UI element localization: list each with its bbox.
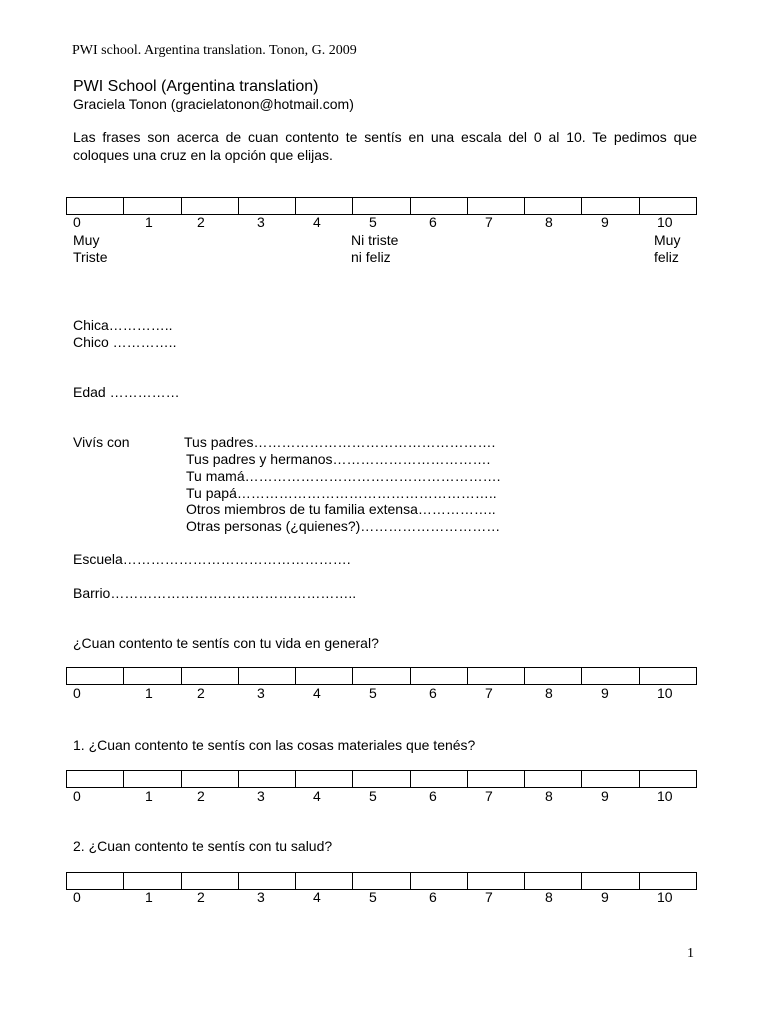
scale-number: 8	[545, 788, 553, 804]
scale-number: 1	[145, 889, 153, 905]
scale-number: 1	[145, 788, 153, 804]
scale-number: 5	[369, 685, 377, 701]
anchor-mid-line1: Ni triste	[351, 232, 399, 248]
scale-number: 7	[485, 788, 493, 804]
scale-cell[interactable]	[640, 668, 696, 684]
scale-number: 4	[313, 214, 321, 230]
scale-cell[interactable]	[239, 873, 296, 889]
field-barrio[interactable]: Barrio……………………………………………..	[73, 585, 357, 601]
field-vivis-label: Vivís con	[73, 434, 130, 450]
scale-number: 9	[601, 685, 609, 701]
scale-cell	[353, 198, 410, 214]
anchor-left-line2: Triste	[73, 249, 108, 265]
vivis-option[interactable]: Tu papá………………………………………………..	[186, 485, 497, 501]
scale-cell[interactable]	[353, 668, 410, 684]
scale-cell[interactable]	[239, 771, 296, 787]
scale-cell[interactable]	[182, 771, 239, 787]
question-general: ¿Cuan contento te sentís con tu vida en general?	[73, 635, 379, 651]
vivis-option[interactable]: Otras personas (¿quienes?)…………………………	[186, 518, 501, 534]
scale-cell	[239, 198, 296, 214]
scale-cell[interactable]	[411, 668, 468, 684]
anchor-right-line2: feliz	[654, 249, 679, 265]
scale-number: 0	[73, 788, 81, 804]
scale-number: 1	[145, 685, 153, 701]
scale-cell[interactable]	[468, 771, 525, 787]
scale-cell	[296, 198, 353, 214]
scale-cell[interactable]	[411, 873, 468, 889]
scale-number: 2	[197, 685, 205, 701]
scale-number: 7	[485, 685, 493, 701]
scale-cell	[124, 198, 181, 214]
scale-cell[interactable]	[640, 873, 696, 889]
field-edad[interactable]: Edad ……………	[73, 384, 180, 400]
scale-cell[interactable]	[296, 771, 353, 787]
scale-cell[interactable]	[239, 668, 296, 684]
author-line: Graciela Tonon (gracielatonon@hotmail.com)	[73, 96, 354, 112]
scale-number: 6	[429, 685, 437, 701]
scale-number: 6	[429, 889, 437, 905]
field-escuela[interactable]: Escuela………………………………………….	[73, 551, 351, 567]
scale-number: 3	[257, 788, 265, 804]
page-number: 1	[687, 946, 694, 961]
scale-cell[interactable]	[67, 668, 124, 684]
scale-number: 8	[545, 214, 553, 230]
scale-cell[interactable]	[468, 668, 525, 684]
scale-cell	[525, 198, 582, 214]
scale-number: 2	[197, 889, 205, 905]
scale-cell[interactable]	[67, 873, 124, 889]
question-general-scale[interactable]	[66, 667, 697, 685]
scale-number: 4	[313, 685, 321, 701]
scale-number: 7	[485, 214, 493, 230]
scale-number: 10	[657, 889, 673, 905]
question-1: 1. ¿Cuan contento te sentís con las cosas materiales que tenés?	[73, 737, 476, 753]
anchor-mid-line2: ni feliz	[351, 249, 391, 265]
scale-number: 6	[429, 214, 437, 230]
instructions: Las frases son acerca de cuan contento te sentís en una escala del 0 al 10. Te pedimos que coloques una cruz en la opción que elijas.	[73, 129, 697, 163]
question-2: 2. ¿Cuan contento te sentís con tu salud?	[73, 838, 333, 854]
example-scale	[66, 197, 697, 215]
anchor-right-line1: Muy	[654, 232, 681, 248]
scale-cell[interactable]	[582, 873, 639, 889]
scale-cell	[182, 198, 239, 214]
scale-cell[interactable]	[182, 873, 239, 889]
scale-cell[interactable]	[411, 771, 468, 787]
scale-cell[interactable]	[640, 771, 696, 787]
scale-cell[interactable]	[296, 668, 353, 684]
scale-number: 5	[369, 214, 377, 230]
vivis-option[interactable]: Tus padres…………………………………………….	[184, 434, 496, 450]
scale-number: 2	[197, 788, 205, 804]
scale-number: 9	[601, 214, 609, 230]
scale-cell[interactable]	[353, 771, 410, 787]
scale-number: 4	[313, 788, 321, 804]
scale-cell[interactable]	[124, 771, 181, 787]
scale-cell[interactable]	[582, 668, 639, 684]
scale-number: 2	[197, 214, 205, 230]
scale-cell	[411, 198, 468, 214]
scale-cell	[582, 198, 639, 214]
scale-cell[interactable]	[353, 873, 410, 889]
vivis-option[interactable]: Tus padres y hermanos…………………………….	[186, 451, 491, 467]
scale-cell[interactable]	[582, 771, 639, 787]
scale-cell[interactable]	[124, 873, 181, 889]
scale-cell[interactable]	[67, 771, 124, 787]
scale-cell	[67, 198, 124, 214]
scale-number: 10	[657, 214, 673, 230]
field-chico[interactable]: Chico …………..	[73, 334, 177, 350]
scale-number: 6	[429, 788, 437, 804]
scale-cell	[468, 198, 525, 214]
scale-number: 9	[601, 889, 609, 905]
scale-number: 3	[257, 214, 265, 230]
vivis-option[interactable]: Tu mamá……………………………………………….	[186, 468, 501, 484]
scale-number: 3	[257, 889, 265, 905]
scale-number: 8	[545, 685, 553, 701]
page-header: PWI school. Argentina translation. Tonon, G. 2009	[72, 43, 357, 58]
scale-number: 4	[313, 889, 321, 905]
scale-number: 1	[145, 214, 153, 230]
scale-number: 0	[73, 889, 81, 905]
field-chica[interactable]: Chica…………..	[73, 317, 173, 333]
scale-cell	[640, 198, 696, 214]
scale-cell[interactable]	[296, 873, 353, 889]
scale-number: 10	[657, 685, 673, 701]
scale-cell[interactable]	[124, 668, 181, 684]
scale-number: 9	[601, 788, 609, 804]
document-title: PWI School (Argentina translation)	[73, 78, 319, 95]
anchor-left-line1: Muy	[73, 232, 100, 248]
vivis-option[interactable]: Otros miembros de tu familia extensa……………..	[186, 501, 496, 517]
scale-cell[interactable]	[468, 873, 525, 889]
scale-cell[interactable]	[525, 873, 582, 889]
scale-number: 8	[545, 889, 553, 905]
question-2-scale[interactable]	[66, 872, 697, 890]
scale-number: 7	[485, 889, 493, 905]
scale-number: 0	[73, 214, 81, 230]
scale-cell[interactable]	[525, 771, 582, 787]
scale-cell[interactable]	[525, 668, 582, 684]
scale-number: 5	[369, 889, 377, 905]
question-1-scale[interactable]	[66, 770, 697, 788]
scale-number: 10	[657, 788, 673, 804]
scale-cell[interactable]	[182, 668, 239, 684]
scale-number: 5	[369, 788, 377, 804]
scale-number: 0	[73, 685, 81, 701]
scale-number: 3	[257, 685, 265, 701]
